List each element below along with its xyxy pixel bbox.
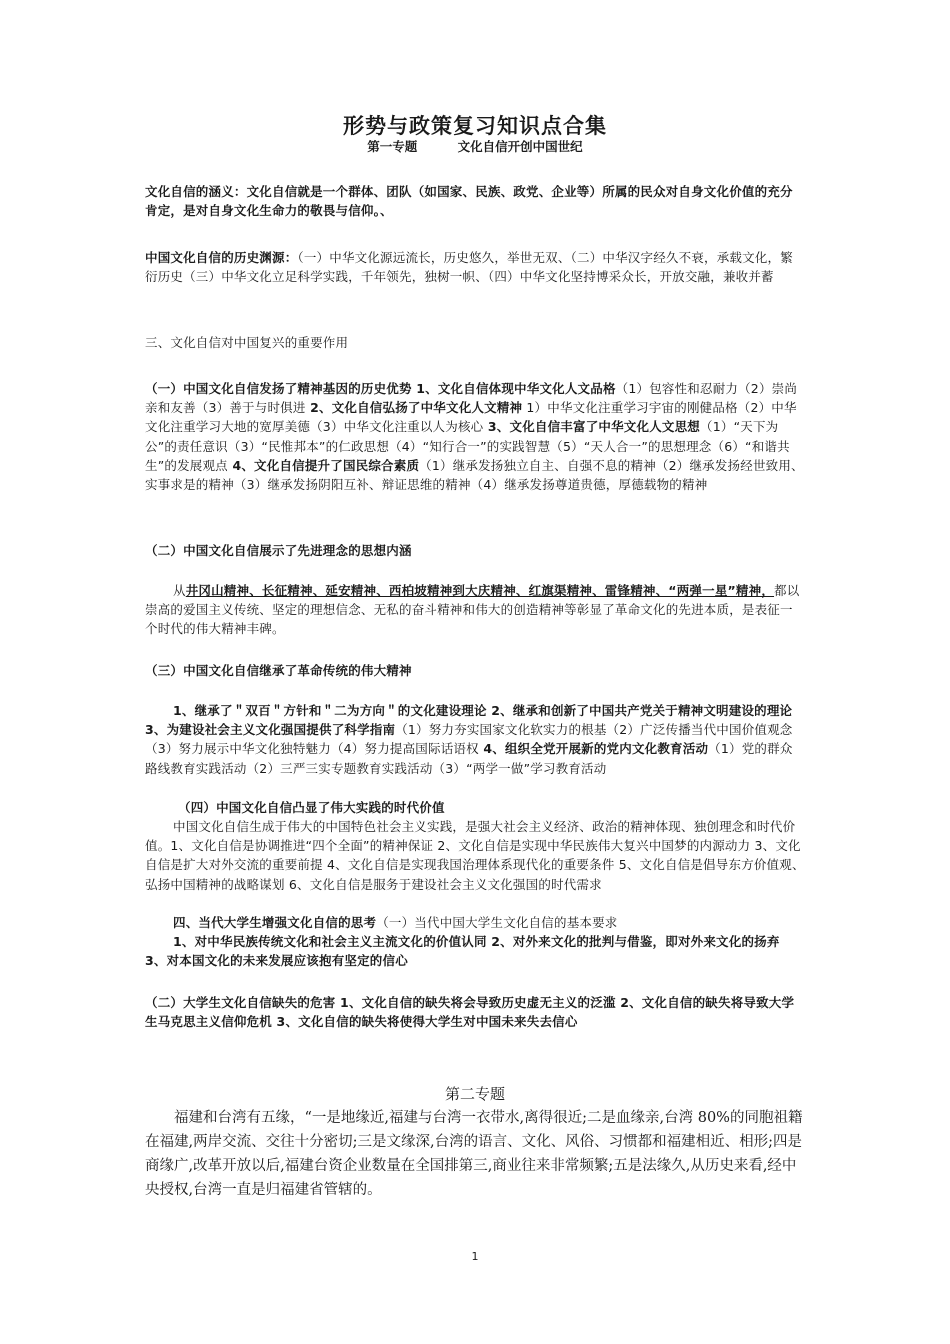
subtitle-name: 文化自信开创中国世纪: [457, 139, 583, 154]
page-title: 形势与政策复习知识点合集: [343, 113, 607, 138]
role-bold-4: 4、文化自信提升了国民综合素质: [227, 457, 420, 473]
subheading-3: （三）中国文化自信继承了革命传统的伟大精神: [145, 663, 412, 678]
practice-paragraph: 中国文化自信生成于伟大的中国特色社会主义实践，是强大社会主义经济、政治的精神体现、独创理念和时代价值。1、文化自信是协调推进“四个全面”的精神保证 2、文化自信是实现中华民族伟大复兴中国梦的内源动力 3、文化自信是扩大对外交流的重要前提 4、文化自信是实现我国治理体系现代化的重要条件 5、文化自信是倡导东方价值观、弘扬中国精神的战略谋划 6、文化自信是服务于建设社会主义文化强国的时代需求: [145, 819, 805, 892]
spirit-underlined: 井冈山精神、长征精神、延安精神、西柏坡精神到大庆精神、红旗渠精神、雷锋精神、“两弹一星”精神，: [185, 583, 775, 598]
inherit-bold-1: 1、继承了＂双百＂方针和＂二为方向＂的文化建设理论 2、继承和创新了中国共产党关于精神文明建设的理论 3、为建设社会主义文化强国提供了科学指南: [145, 703, 793, 738]
students-heading: [173, 913, 805, 932]
subtitle: [0, 137, 950, 155]
definition-paragraph: 文化自信的涵义：文化自信就是一个群体、团队（如国家、民族、政党、企业等）所属的民众对自身文化价值的充分肯定，是对自身文化生命力的敬畏与信仰。、: [145, 184, 793, 219]
subtitle-topic: 第一专题: [367, 139, 418, 154]
inherit-text-2: （1）党的群众路线教育实践活动（2）三严三实专题教育实践活动（3）“两学一做”学习教育活动: [145, 741, 793, 776]
role-bold-3: 3、文化自信丰富了中华文化人文思想: [483, 419, 701, 435]
subheading-2: （二）中国文化自信展示了先进理念的思想内涵: [145, 543, 412, 558]
history-paragraph: [145, 248, 805, 286]
spirit-lead: 从: [173, 583, 186, 598]
role-bold-1: （一）中国文化自信发扬了精神基因的历史优势 1、文化自信体现中华文化人文品格: [145, 381, 616, 396]
students-heading-text: （一）当代中国大学生文化自信的基本要求: [376, 915, 618, 930]
role-text-3: （1）“天下为公”的责任意识（3）“民惟邦本”的仁政思想（4）“知行合一”的实践智慧（5）“天人合一”的思想理念（6）“和谐共生”的发展观点: [145, 419, 790, 473]
spirit-text: 都以崇高的爱国主义传统、坚定的理想信念、无私的奋斗精神和伟大的创造精神等彰显了革命文化的先进本质，是表征一个时代的伟大精神丰碑。: [145, 583, 800, 637]
spirit-paragraph: [145, 581, 805, 639]
students-heading-bold: 四、当代大学生增强文化自信的思考: [173, 915, 377, 930]
page-number: 1: [471, 1250, 479, 1263]
requirements-paragraph: 1、对中华民族传统文化和社会主义主流文化的价值认同 2、对外来文化的批判与借鉴，即对外来文化的扬弃 3、对本国文化的未来发展应该抱有坚定的信心: [145, 934, 780, 969]
harm-paragraph: （二）大学生文化自信缺失的危害 1、文化自信的缺失将会导致历史虚无主义的泛滥 2、文化自信的缺失将导致大学生马克思主义信仰危机 3、文化自信的缺失将使得大学生对中国未来失去信心: [145, 995, 795, 1030]
role-text-1: （1）包容性和忍耐力（2）崇尚亲和友善（3）善于与时俱进: [145, 381, 798, 416]
inherit-bold-2: 4、组织全党开展新的党内文化教育活动: [478, 741, 709, 757]
section-heading-3: 三、文化自信对中国复兴的重要作用: [145, 335, 349, 350]
history-label: 中国文化自信的历史渊源：: [145, 250, 298, 265]
role-bold-2: 2、文化自信弘扬了中华文化人文精神: [305, 400, 523, 416]
fujian-taiwan-paragraph: 福建和台湾有五缘，“一是地缘近,福建与台湾一衣带水,离得很近;二是血缘亲,台湾 80%的同胞祖籍在福建,两岸交流、交往十分密切;三是文缘深,台湾的语言、文化、风俗、习惯都和福建相近、相形;四是商缘广,改革开放以后,福建台资企业数量在全国排第三,商业往来非常频繁;五是法缘久,从历史来看,经中央授权,台湾一直是归福建省管辖的。: [145, 1110, 803, 1198]
inherit-paragraph: [145, 701, 805, 778]
role-text-2: 1）中华文化注重学习宇宙的刚健品格（2）中华文化注重学习大地的宽厚美德（3）中华文化注重以人为核心: [145, 400, 797, 435]
section-2-heading: 第二专题: [444, 1085, 505, 1103]
subheading-4: （四）中国文化自信凸显了伟大实践的时代价值: [178, 800, 445, 815]
role-paragraph: [145, 379, 805, 494]
role-text-4: （1）继承发扬独立自主、自强不息的精神（2）继承发扬经世致用、实事求是的精神（3）继承发扬阴阳互补、辩证思维的精神（4）继承发扬尊道贵德，厚德载物的精神: [145, 457, 804, 493]
inherit-text-1: （1）努力夯实国家文化软实力的根基（2）广泛传播当代中国价值观念（3）努力展示中华文化独特魅力（4）努力提高国际话语权: [145, 722, 793, 757]
history-text: （一）中华文化源远流长，历史悠久，举世无双、（二）中华汉字经久不衰，承载文化，繁衍历史（三）中华文化立足科学实践，千年领先，独树一帜、（四）中华文化坚持博采众长，开放交融，兼收并蓄: [145, 250, 793, 285]
